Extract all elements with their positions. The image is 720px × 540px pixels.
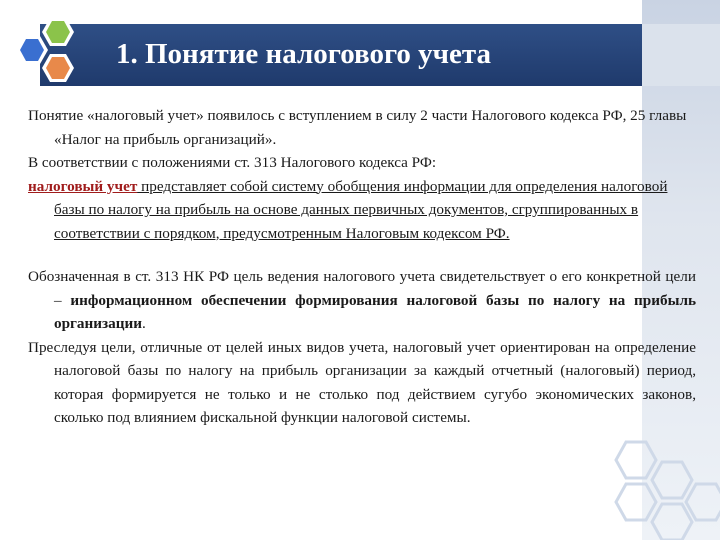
right-strip-header-segment bbox=[642, 24, 720, 86]
purpose-emphasis: информационном обеспечении формирования налоговой базы по налогу на прибыль организации bbox=[54, 291, 696, 332]
paragraph-gap bbox=[28, 245, 696, 265]
slide-body bbox=[28, 104, 696, 430]
paragraph-definition bbox=[28, 175, 696, 246]
hexagon-logo-icon bbox=[6, 14, 92, 98]
definition-text: представляет собой систему обобщения информации для определения налоговой базы по налогу на прибыль на основе данных первичных документов, сгруппированных в соответствии с порядком, предусмотренным Налоговым кодексом РФ. bbox=[54, 177, 668, 242]
paragraph-origin: Понятие «налоговый учет» появилось с вступлением в силу 2 части Налогового кодекса РФ, 25 главы «Налог на прибыль организаций». bbox=[28, 107, 687, 148]
paragraph-purpose bbox=[28, 265, 696, 336]
paragraph-goals: Преследуя цели, отличные от целей иных видов учета, налоговый учет ориентирован на определение налоговой базы по налогу на прибыль организации за каждый отчетный (налоговый) период, которая формируется не только и не столько под действием сугубо экономических законов, сколько под влиянием фискальной функции налоговой системы. bbox=[28, 338, 696, 426]
paragraph-article-313: В соответствии с положениями ст. 313 Налогового кодекса РФ: bbox=[28, 154, 437, 171]
hexagon-watermark-icon bbox=[596, 432, 720, 540]
page-title: 1. Понятие налогового учета bbox=[116, 38, 491, 70]
purpose-end: . bbox=[141, 315, 146, 332]
defined-term: налоговый учет bbox=[28, 177, 138, 195]
purpose-text: Обозначенная в ст. 313 НК РФ цель ведения налогового учета свидетельствует о его конкретной цели – bbox=[28, 268, 696, 309]
